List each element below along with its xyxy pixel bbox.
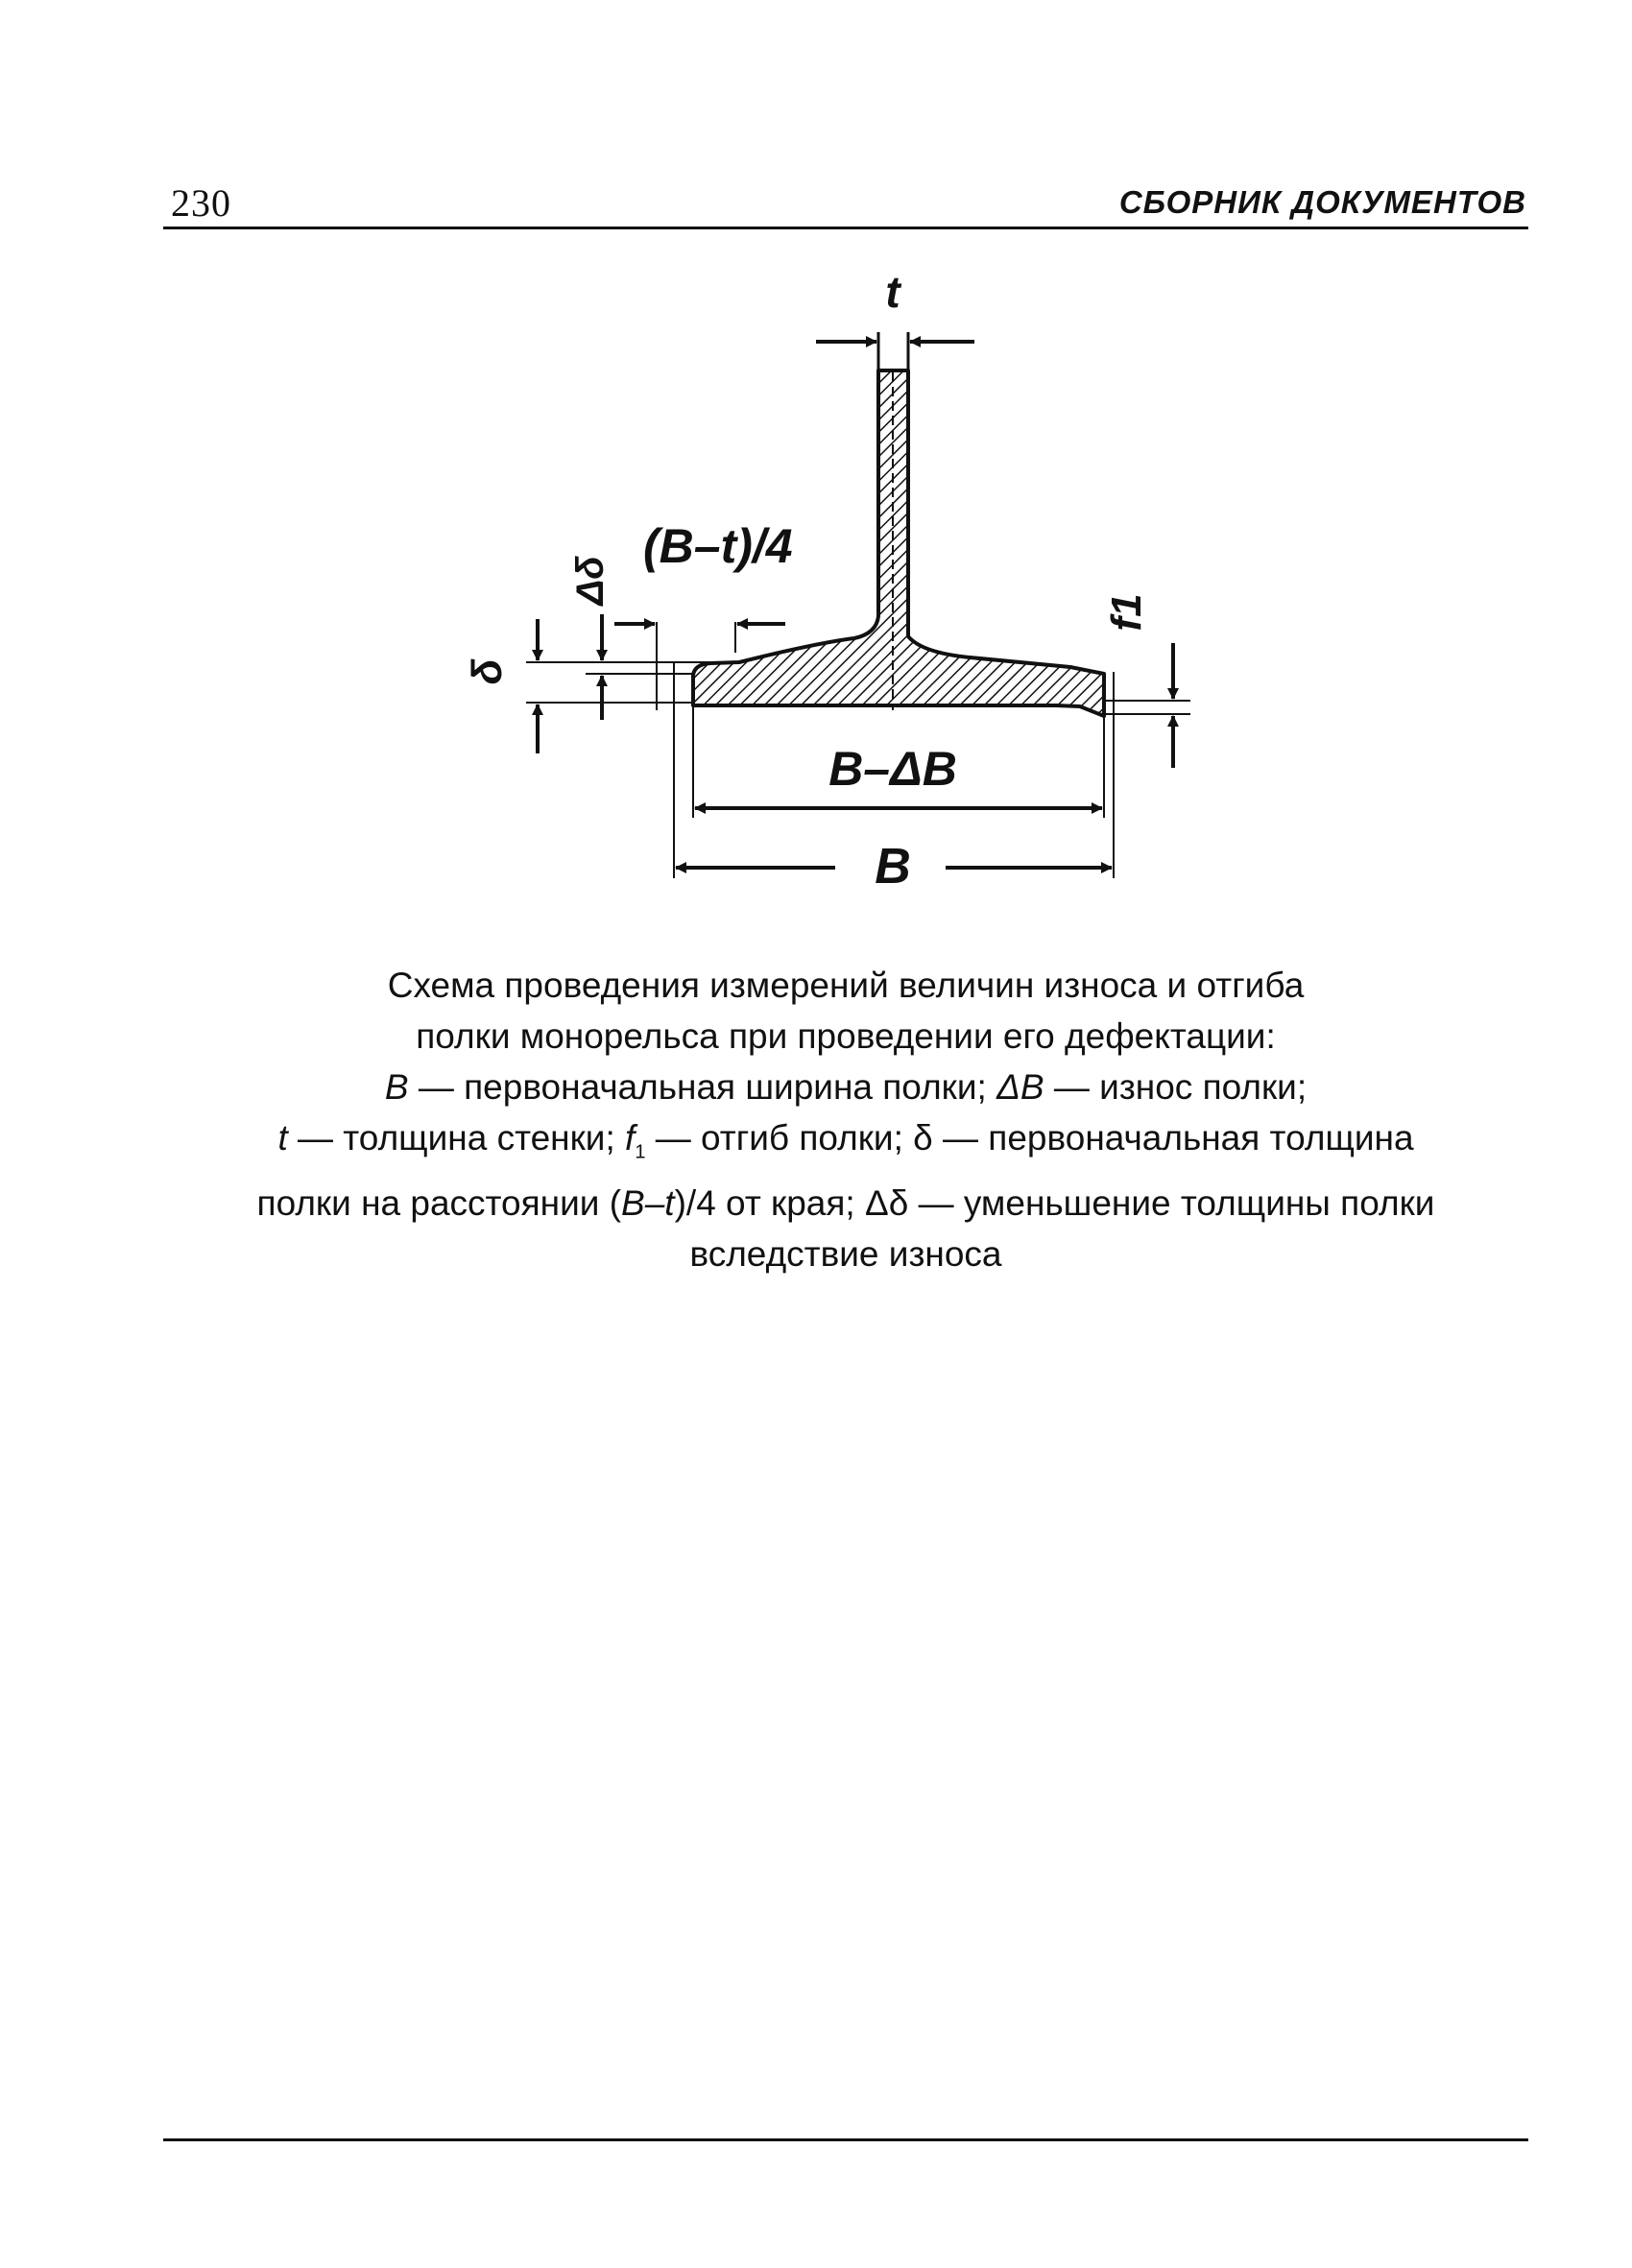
quarter-distance-label: (B–t)/4 — [643, 519, 793, 573]
figure-caption — [163, 960, 1528, 1279]
caption-line-2: полки монорельса при проведении его дефектации: — [416, 1016, 1276, 1056]
worn-width-label: B–ΔB — [828, 742, 957, 796]
delta-delta-label: Δδ — [569, 556, 612, 606]
caption-line-6: вследствие износа — [689, 1234, 1002, 1275]
caption-line-4: t — толщина стенки; $f_1$ — отгиб полки; δ — первоначальная толщина — [277, 1118, 1414, 1163]
running-title: СБОРНИК ДОКУМЕНТОВ — [1118, 184, 1526, 220]
bend-label: f1 — [1103, 593, 1150, 632]
page-number: 230 — [171, 181, 231, 225]
monorail-flange-diagram — [0, 259, 1632, 931]
footer-rule — [163, 2138, 1528, 2141]
caption-line-5: полки на расстоянии (B–t)/4 от края; Δδ — уменьшение толщины полки — [256, 1183, 1435, 1224]
header-rule — [163, 227, 1528, 229]
delta-label: δ — [464, 658, 511, 685]
caption-line-3: B — первоначальная ширина полки; ΔB — износ полки; — [384, 1067, 1308, 1107]
caption-line-1: Схема проведения измерений величин износа и отгиба — [387, 966, 1305, 1005]
web-thickness-label: t — [885, 267, 900, 317]
width-label: B — [875, 839, 911, 895]
